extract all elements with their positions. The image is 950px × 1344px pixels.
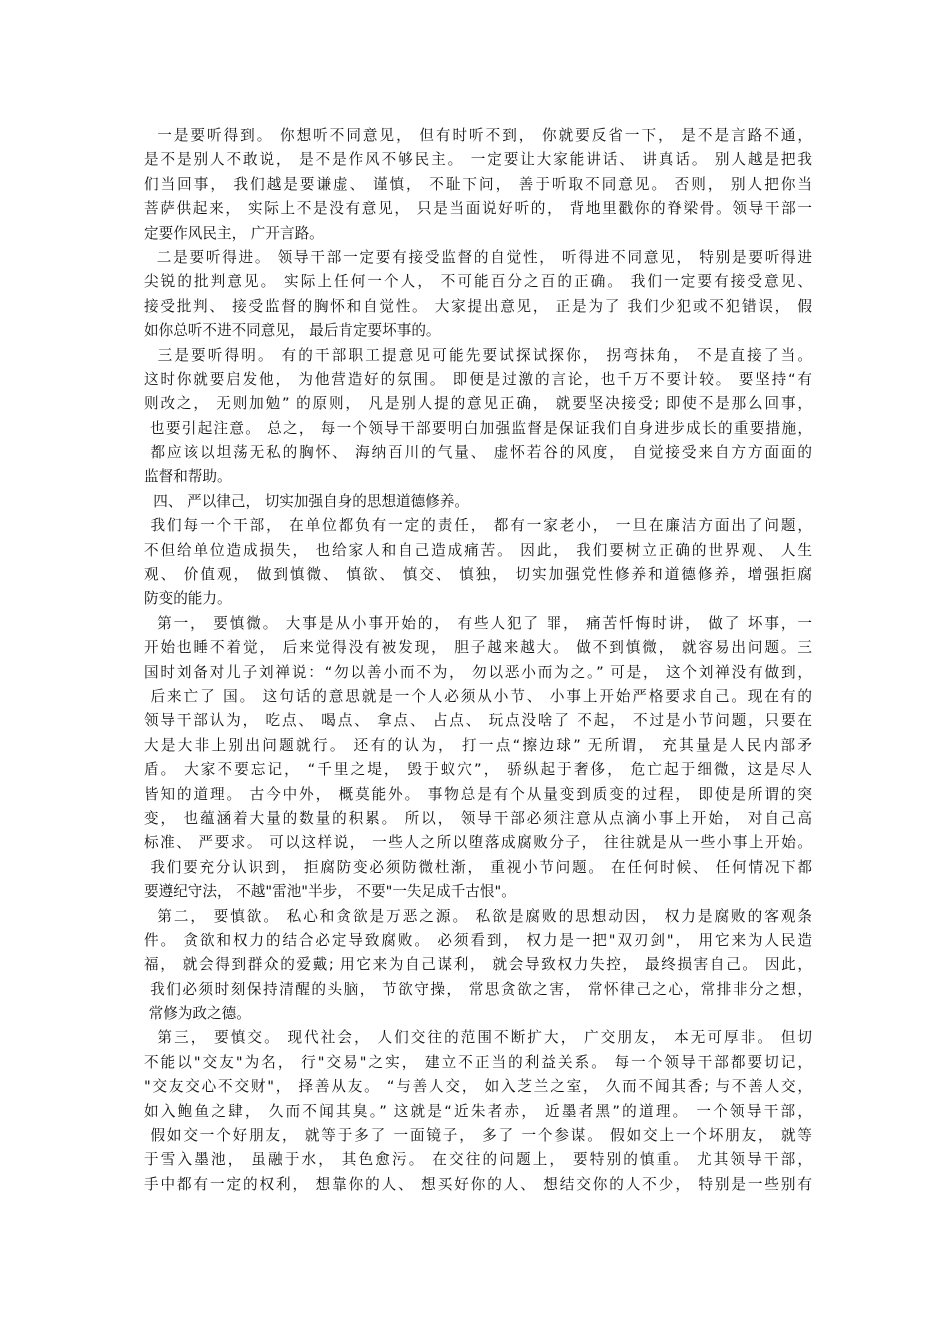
text-line: 件。 贪欲和权力的结合必定导致腐败。 必须看到， 权力是一把"双刃剑"， 用它来为人民造 <box>144 931 812 949</box>
text-line: 接受批判、 接受监督的胸怀和自觉性。 大家提出意见， 正是为了 我们少犯或不犯错误， 假 <box>144 297 812 315</box>
text-line: 一是要听得到。 你想听不同意见， 但有时听不到， 你就要反省一下， 是不是言路不通， <box>144 127 812 144</box>
text-line: 国时刘备对儿子刘禅说：“勿以善小而不为， 勿以恶小而为之。” 可是， 这个刘禅没有做到， <box>144 663 812 681</box>
text-line: "交友交心不交财"， 择善从友。 “与善人交， 如入芝兰之室， 久而不闻其香; 与不善人交， <box>144 1078 812 1096</box>
text-line: 菩萨供起来， 实际上不是没有意见， 只是当面说好听的， 背地里戳你的脊梁骨。领导干部一 <box>144 200 812 218</box>
text-line: 监督和帮助。 <box>144 468 232 486</box>
text-line: 则改之， 无则加勉” 的原则， 凡是别人提的意见正确， 就要坚决接受; 即使不是那么回事， <box>144 395 812 413</box>
text-line: 这时你就要启发他， 为他营造好的氛围。 即便是过激的言论，也千万不要计较。 要坚持“有 <box>144 370 812 388</box>
text-line: 不能以"交友"为名， 行"交易"之实， 建立不正当的利益关系。 每一个领导干部都要切记， <box>144 1053 812 1071</box>
text-line: 大是大非上别出问题就行。 还有的认为， 打一点“擦边球” 无所谓， 充其量是人民内部矛 <box>144 736 812 754</box>
text-line: 手中都有一定的权利， 想靠你的人、 想买好你的人、 想结交你的人不少， 特别是一些别有 <box>144 1175 812 1193</box>
text-line: 我们要充分认识到， 拒腐防变必须防微杜渐， 重视小节问题。 在任何时候、 任何情况下都 <box>144 858 812 876</box>
text-line: 后来亡了 国。 这句话的意思就是一个人必须从小节、 小事上开始严格要求自己。现在有的 <box>144 687 812 705</box>
text-line: 防变的能力。 <box>144 590 232 608</box>
text-line: 常修为政之德。 <box>144 1005 251 1023</box>
text-line: 第三， 要慎交。 现代社会， 人们交往的范围不断扩大， 广交朋友， 本无可厚非。 但切 <box>144 1029 812 1047</box>
text-line: 三是要听得明。 有的干部职工提意见可能先要试探试探你， 拐弯抹角， 不是直接了当。 <box>144 346 812 364</box>
text-line: 也要引起注意。 总之， 每一个领导干部要明白加强监督是保证我们自身进步成长的重要措施， <box>144 419 812 437</box>
text-line: 开始也睡不着觉， 后来觉得没有被发现， 胆子越来越大。 做不到慎微， 就容易出问题。三 <box>144 639 812 657</box>
text-line: 们当回事， 我们越是要谦虚、 谨慎， 不耻下问， 善于听取不同意见。 否则， 别人把你当 <box>144 175 812 193</box>
text-line: 福， 就会得到群众的爱戴; 用它来为自己谋利， 就会导致权力失控， 最终损害自己。 因此， <box>144 956 812 974</box>
text-line: 变， 也蕴涵着大量的数量的积累。 所以， 领导干部必须注意从点滴小事上开始， 对自己高 <box>144 809 812 827</box>
text-line: 皆知的道理。 古今中外， 概莫能外。 事物总是有个从量变到质变的过程， 即使是所谓的突 <box>144 785 812 803</box>
text-line: 不但给单位造成损失， 也给家人和自己造成痛苦。 因此， 我们要树立正确的世界观、 人生 <box>144 541 812 559</box>
text-line: 是不是别人不敢说， 是不是作风不够民主。 一定要让大家能讲话、 讲真话。 别人越是把我 <box>144 151 812 169</box>
text-line: 都应该以坦荡无私的胸怀、 海纳百川的气量、 虚怀若谷的风度， 自觉接受来自方方面面的 <box>144 444 812 462</box>
text-line: 于雪入墨池， 虽融于水， 其色愈污。 在交往的问题上， 要特别的慎重。 尤其领导干部， <box>144 1151 812 1169</box>
text-line: 标准、 严要求。 可以这样说， 一些人之所以堕落成腐败分子， 往往就是从一些小事上开始。 <box>144 834 812 852</box>
text-line: 第一， 要慎微。 大事是从小事开始的， 有些人犯了 罪， 痛苦忏悔时讲， 做了 坏事，一 <box>144 614 812 632</box>
text-line: 观、 价值观， 做到慎微、 慎欲、 慎交、 慎独， 切实加强党性修养和道德修养，增强拒腐 <box>144 566 812 584</box>
text-line: 第二， 要慎欲。 私心和贪欲是万恶之源。 私欲是腐败的思想动因， 权力是腐败的客观条 <box>144 907 812 925</box>
text-line: 盾。 大家不要忘记， “千里之堤， 毁于蚁穴”， 骄纵起于奢侈， 危亡起于细微，这是尽人 <box>144 761 812 779</box>
text-line: 如你总听不进不同意见， 最后肯定要坏事的。 <box>144 322 441 340</box>
text-line: 我们每一个干部， 在单位都负有一定的责任， 都有一家老小， 一旦在廉洁方面出了问题， <box>144 517 812 535</box>
text-line: 如入鲍鱼之肆， 久而不闻其臭。” 这就是“近朱者赤， 近墨者黑”的道理。 一个领导干部， <box>144 1102 812 1120</box>
text-line: 定要作风民主， 广开言路。 <box>144 224 324 242</box>
text-line: 二是要听得进。 领导干部一定要有接受监督的自觉性， 听得进不同意见， 特别是要听得进 <box>144 248 812 266</box>
text-line: 假如交一个好朋友， 就等于多了 一面镜子， 多了 一个参谋。 假如交上一个坏朋友， 就等 <box>144 1127 812 1145</box>
text-line: 我们必须时刻保持清醒的头脑， 节欲守操， 常思贪欲之害， 常怀律己之心，常排非分之想， <box>144 980 812 998</box>
text-line: 要遵纪守法， 不越"雷池"半步， 不要"一失足成千古恨"。 <box>144 883 516 901</box>
document-body <box>144 124 812 1197</box>
text-line: 领导干部认为， 吃点、 喝点、 拿点、 占点、 玩点没啥了 不起， 不过是小节问题，只要在 <box>144 712 812 730</box>
text-line: 尖锐的批判意见。 实际上任何一个人， 不可能百分之百的正确。 我们一定要有接受意见、 <box>144 273 812 291</box>
text-line: 四、 严以律己， 切实加强自身的思想道德修养。 <box>144 492 470 510</box>
